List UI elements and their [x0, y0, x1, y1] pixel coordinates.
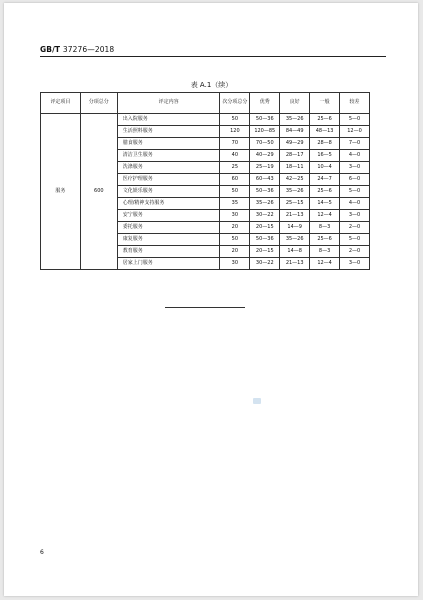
cell-average: 25—6	[310, 234, 340, 246]
cell-good: 84—49	[280, 126, 310, 138]
cell-poor: 12—0	[340, 126, 370, 138]
header-good: 良好	[280, 93, 310, 114]
cell-poor: 5—0	[340, 234, 370, 246]
cell-sub-score: 35	[220, 198, 250, 210]
cell-sub-score: 50	[220, 186, 250, 198]
cell-average: 10—4	[310, 162, 340, 174]
cell-good: 14—8	[280, 246, 310, 258]
cell-sub-score: 30	[220, 258, 250, 270]
table-title: 表 A.1（续）	[190, 81, 233, 89]
cell-excellent: 30—22	[250, 258, 280, 270]
cell-excellent: 20—15	[250, 222, 280, 234]
cell-sub-score: 50	[220, 114, 250, 126]
cell-poor: 6—0	[340, 174, 370, 186]
cell-sub-score: 60	[220, 174, 250, 186]
cell-good: 49—29	[280, 138, 310, 150]
cell-project: 服务	[41, 114, 81, 270]
cell-excellent: 50—36	[250, 234, 280, 246]
cell-average: 24—7	[310, 174, 340, 186]
cell-poor: 4—0	[340, 198, 370, 210]
evaluation-table	[40, 92, 370, 270]
cell-good: 14—9	[280, 222, 310, 234]
cell-excellent: 30—22	[250, 210, 280, 222]
cell-poor: 7—0	[340, 138, 370, 150]
cell-excellent: 120—85	[250, 126, 280, 138]
cell-content: 康复服务	[117, 234, 220, 246]
cell-good: 35—26	[280, 234, 310, 246]
cell-sub-score: 20	[220, 246, 250, 258]
header-rule	[40, 56, 386, 57]
cell-average: 16—5	[310, 150, 340, 162]
cell-content: 医疗护理服务	[117, 174, 220, 186]
page-number: 6	[40, 549, 44, 556]
header-project: 评定项目	[41, 93, 81, 114]
cell-content: 清洁卫生服务	[117, 150, 220, 162]
cell-poor: 5—0	[340, 186, 370, 198]
standard-number: 37276—2018	[62, 45, 115, 54]
cell-average: 28—8	[310, 138, 340, 150]
cell-excellent: 70—50	[250, 138, 280, 150]
cell-content: 洗涤服务	[117, 162, 220, 174]
cell-excellent: 25—19	[250, 162, 280, 174]
table-header-row	[41, 93, 370, 114]
standard-prefix: GB/T	[40, 45, 61, 54]
cell-content: 生活照料服务	[117, 126, 220, 138]
cell-good: 21—13	[280, 210, 310, 222]
cell-average: 48—13	[310, 126, 340, 138]
cell-good: 21—13	[280, 258, 310, 270]
header-poor: 较差	[340, 93, 370, 114]
cell-average: 12—4	[310, 258, 340, 270]
header-content: 评定内容	[117, 93, 220, 114]
cell-sub-score: 20	[220, 222, 250, 234]
cell-content: 心理/精神支持服务	[117, 198, 220, 210]
cell-excellent: 40—29	[250, 150, 280, 162]
cell-excellent: 35—26	[250, 198, 280, 210]
cell-excellent: 20—15	[250, 246, 280, 258]
cell-good: 18—11	[280, 162, 310, 174]
cell-excellent: 50—36	[250, 114, 280, 126]
cell-poor: 2—0	[340, 246, 370, 258]
cell-poor: 2—0	[340, 222, 370, 234]
cell-average: 25—6	[310, 114, 340, 126]
table-row	[41, 114, 370, 126]
cell-poor: 4—0	[340, 150, 370, 162]
cell-average: 12—4	[310, 210, 340, 222]
cell-good: 28—17	[280, 150, 310, 162]
cell-sub-score: 120	[220, 126, 250, 138]
cell-content: 文化娱乐服务	[117, 186, 220, 198]
cell-content: 教育服务	[117, 246, 220, 258]
cell-good: 42—25	[280, 174, 310, 186]
cell-content: 安宁服务	[117, 210, 220, 222]
cell-poor: 3—0	[340, 258, 370, 270]
header-average: 一般	[310, 93, 340, 114]
cell-average: 14—5	[310, 198, 340, 210]
cell-sub-score: 30	[220, 210, 250, 222]
cell-average: 25—6	[310, 186, 340, 198]
header-excellent: 优秀	[250, 93, 280, 114]
header-project-score: 分项总分	[80, 93, 117, 114]
cell-poor: 3—0	[340, 210, 370, 222]
cell-excellent: 50—36	[250, 186, 280, 198]
cell-good: 25—15	[280, 198, 310, 210]
cell-good: 35—26	[280, 114, 310, 126]
standard-code	[40, 45, 114, 54]
cell-excellent: 60—43	[250, 174, 280, 186]
end-of-table-rule	[165, 307, 245, 308]
cell-content: 委托服务	[117, 222, 220, 234]
cell-content: 出入院服务	[117, 114, 220, 126]
cell-poor: 3—0	[340, 162, 370, 174]
cell-content: 居家上门服务	[117, 258, 220, 270]
cell-average: 8—3	[310, 222, 340, 234]
watermark-logo	[253, 398, 261, 404]
cell-sub-score: 50	[220, 234, 250, 246]
cell-sub-score: 25	[220, 162, 250, 174]
cell-project-score: 600	[80, 114, 117, 270]
cell-average: 8—3	[310, 246, 340, 258]
header-sub-score: 次分项总分	[220, 93, 250, 114]
cell-poor: 5—0	[340, 114, 370, 126]
cell-sub-score: 40	[220, 150, 250, 162]
cell-good: 35—26	[280, 186, 310, 198]
cell-sub-score: 70	[220, 138, 250, 150]
cell-content: 膳食服务	[117, 138, 220, 150]
